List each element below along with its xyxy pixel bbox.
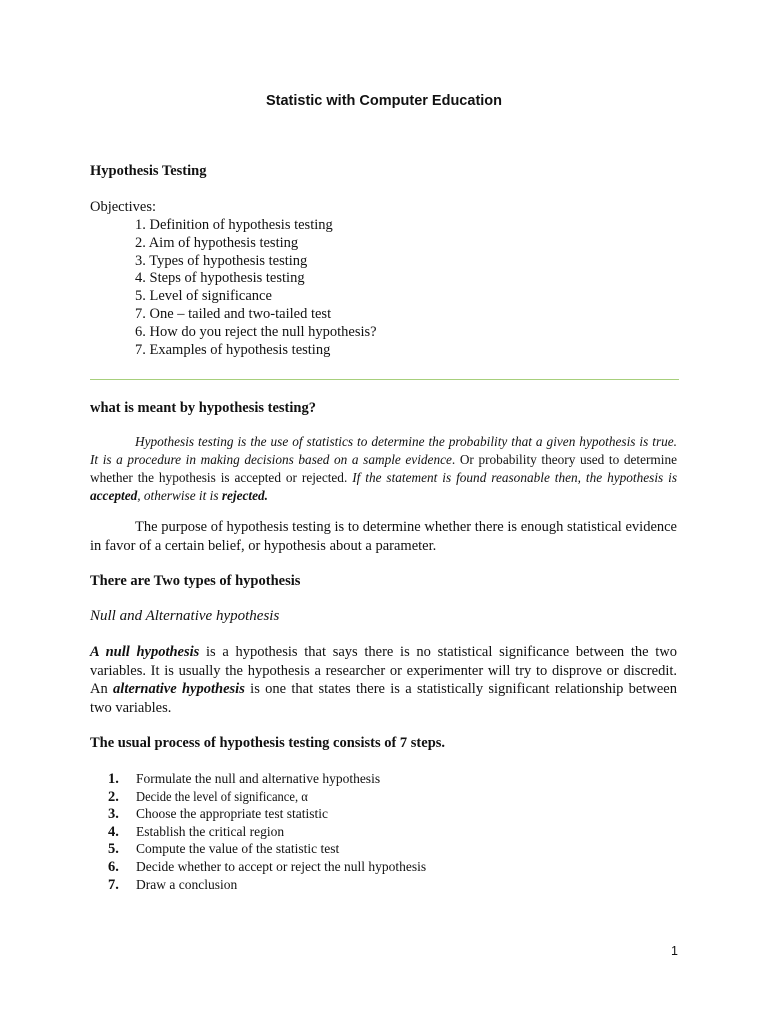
step-item	[108, 823, 426, 841]
alternative-hypothesis-text: is one that states there is a statistically significant relationship between two variables.	[90, 681, 677, 716]
step-text: Establish the critical region	[136, 823, 285, 839]
alternative-hypothesis-term: alternative hypothesis	[113, 681, 245, 697]
objective-item: 2. Aim of hypothesis testing	[135, 234, 299, 251]
objectives-list	[135, 217, 377, 359]
step-text: Decide whether to accept or reject the null hypothesis	[136, 858, 427, 874]
objective-item: 3. Types of hypothesis testing	[135, 252, 308, 269]
step-number: 7.	[108, 876, 119, 893]
objective-item: 5. Level of significance	[135, 288, 272, 305]
objective-item: 7. One – tailed and two-tailed test	[135, 305, 332, 322]
section-divider	[90, 379, 679, 380]
step-item	[108, 858, 426, 876]
section-heading-hypothesis-testing: Hypothesis Testing	[90, 163, 207, 179]
definition-paragraph	[90, 433, 677, 505]
step-text: Compute the value of the statistic test	[136, 841, 340, 857]
hypothesis-types-paragraph	[90, 643, 677, 717]
accepted-word: accepted	[90, 488, 138, 503]
steps-list	[108, 770, 426, 893]
null-hypothesis-term: A null hypothesis	[90, 644, 200, 660]
objectives-label: Objectives:	[90, 199, 157, 215]
section-heading-steps: The usual process of hypothesis testing consists of 7 steps.	[90, 735, 446, 751]
section-heading-meaning: what is meant by hypothesis testing?	[90, 400, 316, 416]
rejected-word: rejected.	[221, 488, 268, 503]
step-item	[108, 770, 426, 788]
step-item	[108, 805, 426, 823]
step-number: 3.	[108, 806, 119, 823]
step-number: 1.	[108, 771, 119, 787]
objective-item: 6. How do you reject the null hypothesis?	[135, 323, 377, 340]
statement-text-1: If the statement is found reasonable then, the hypothesis is	[347, 470, 677, 485]
definition-plain-text: . Or probability theory used to determine whether the hypothesis is accepted or rejected.	[90, 452, 677, 485]
objective-item: 7. Examples of hypothesis testing	[135, 341, 331, 358]
step-number: 2.	[108, 788, 119, 805]
objective-item: 4. Steps of hypothesis testing	[135, 270, 305, 287]
step-text: Choose the appropriate test statistic	[136, 806, 328, 822]
step-number: 4.	[108, 823, 119, 840]
step-item	[108, 788, 426, 806]
step-text: Draw a conclusion	[136, 876, 238, 892]
step-item	[108, 840, 426, 858]
section-heading-types: There are Two types of hypothesis	[90, 573, 301, 589]
statement-text-2: , otherwise it is	[137, 488, 222, 503]
step-text: Formulate the null and alternative hypothesis	[136, 771, 381, 786]
purpose-paragraph: The purpose of hypothesis testing is to determine whether there is enough statistical evidence in favor of a certain belief, or hypothesis about a parameter.	[90, 519, 677, 554]
step-text: Decide the level of significance, α	[136, 788, 308, 804]
step-item	[108, 876, 426, 894]
step-number: 5.	[108, 841, 119, 858]
document-title: Statistic with Computer Education	[265, 93, 503, 109]
definition-italic-text: Hypothesis testing is the use of statistics to determine the probability that a given hypothesis is true. It is a procedure in making decisions based on a sample evidence	[90, 434, 677, 467]
objective-item: 1. Definition of hypothesis testing	[135, 217, 333, 233]
subheading-null-alternative: Null and Alternative hypothesis	[90, 608, 280, 624]
null-hypothesis-text: is a hypothesis that says there is no statistical significance between the two variables. It is usually the hypothesis a researcher or experimenter will try to disprove or discredit. An	[90, 644, 677, 697]
step-number: 6.	[108, 858, 119, 875]
page-number: 1	[671, 944, 678, 958]
